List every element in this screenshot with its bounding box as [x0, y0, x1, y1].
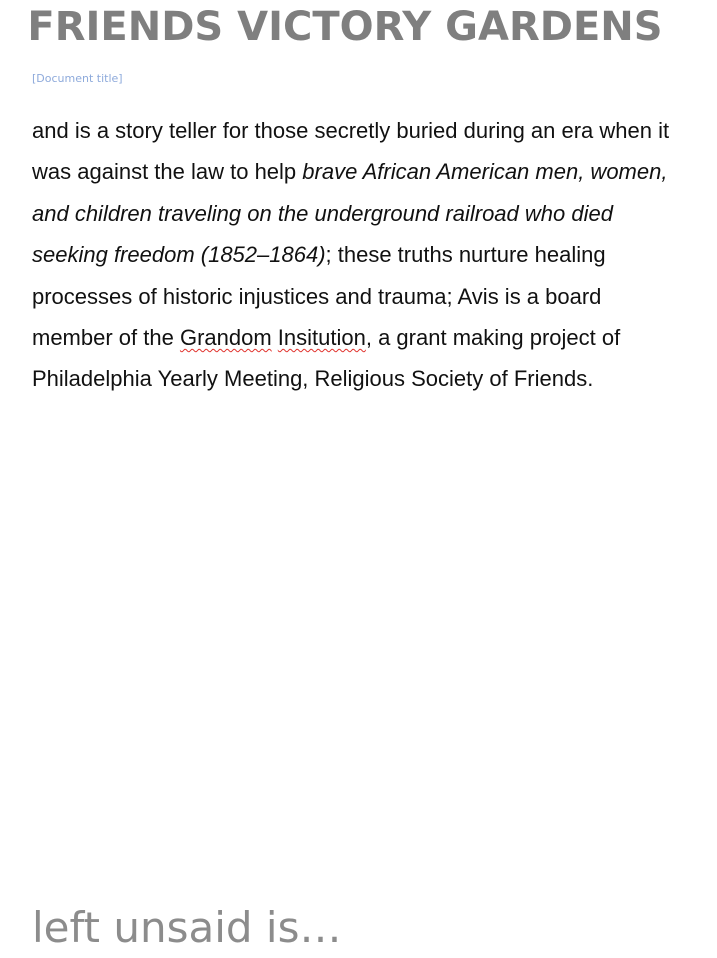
document-title-placeholder[interactable]: [Document title] — [32, 72, 123, 85]
body-text-segment: ; these truths nurture healing processes of historic injustices and trauma; Avis is a board member of the — [32, 242, 606, 351]
section-heading: left unsaid is… — [32, 903, 342, 952]
body-paragraph[interactable] — [32, 110, 672, 400]
body-text-segment: and is a story teller for those secretly buried during an era when it was against the law to help — [32, 118, 670, 185]
header-title: FRIENDS VICTORY GARDENS — [27, 4, 663, 50]
spellcheck-flagged-word[interactable]: Insitution — [277, 325, 366, 351]
spellcheck-flagged-word[interactable]: Grandom — [179, 325, 272, 351]
body-text-segment: , a grant making project of Philadelphia Yearly Meeting, Religious Society of Friends. — [32, 325, 621, 392]
body-italic-segment: brave African American men, women, and children traveling on the underground railroad who died seeking freedom (1852–1864) — [32, 159, 668, 268]
